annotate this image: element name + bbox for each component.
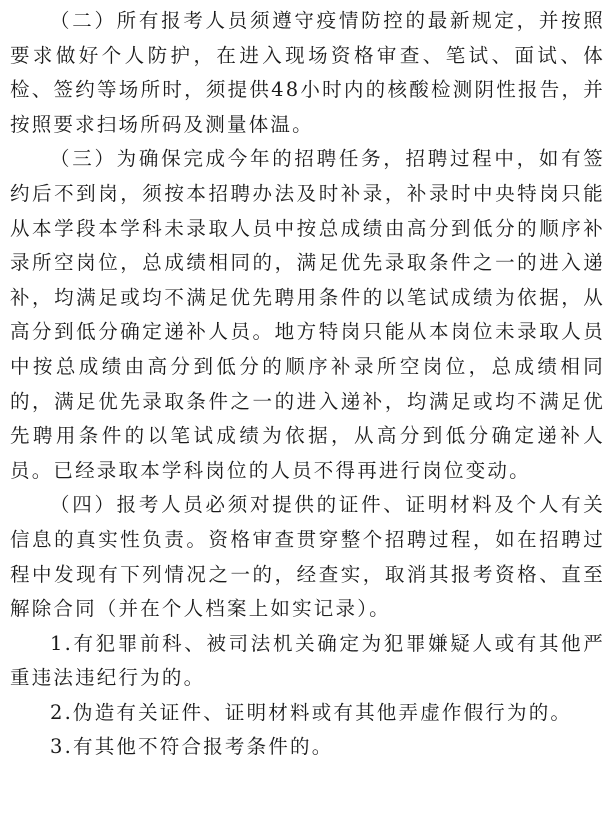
- list-item-1: 1.有犯罪前科、被司法机关确定为犯罪嫌疑人或有其他严重违法违纪行为的。: [10, 631, 605, 690]
- paragraph-section-2: （二）所有报考人员须遵守疫情防控的最新规定，并按照要求做好个人防护，在进入现场资格审查、笔试、面试、体检、签约等场所时，须提供48小时内的核酸检测阴性报告，并按照要求扫场所码及测量体温。: [10, 9, 605, 136]
- list-item-3: 3.有其他不符合报考条件的。: [50, 735, 334, 759]
- paragraph-section-4: （四）报考人员必须对提供的证件、证明材料及个人有关信息的真实性负责。资格审查贯穿整个招聘过程，如在招聘过程中发现有下列情况之一的，经查实，取消其报考资格、直至解除合同（并在个人档案上如实记录）。: [10, 493, 605, 621]
- paragraph-section-3: （三）为确保完成今年的招聘任务，招聘过程中，如有签约后不到岗，须按本招聘办法及时补录，补录时中央特岗只能从本学段本学科未录取人员中按总成绩由高分到低分的顺序补录所空岗位，总成绩相同的，满足优先录取条件之一的进入递补，均满足或均不满足优先聘用条件的以笔试成绩为依据，从高分到低分确定递补人员。地方特岗只能从本岗位未录取人员中按总成绩由高分到低分的顺序补录所空岗位，总成绩相同的，满足优先录取条件之一的进入递补，均满足或均不满足优先聘用条件的以笔试成绩为依据，从高分到低分确定递补人员。已经录取本学科岗位的人员不得再进行岗位变动。: [10, 147, 605, 482]
- list-item-2: 2.伪造有关证件、证明材料或有其他弄虚作假行为的。: [50, 700, 573, 724]
